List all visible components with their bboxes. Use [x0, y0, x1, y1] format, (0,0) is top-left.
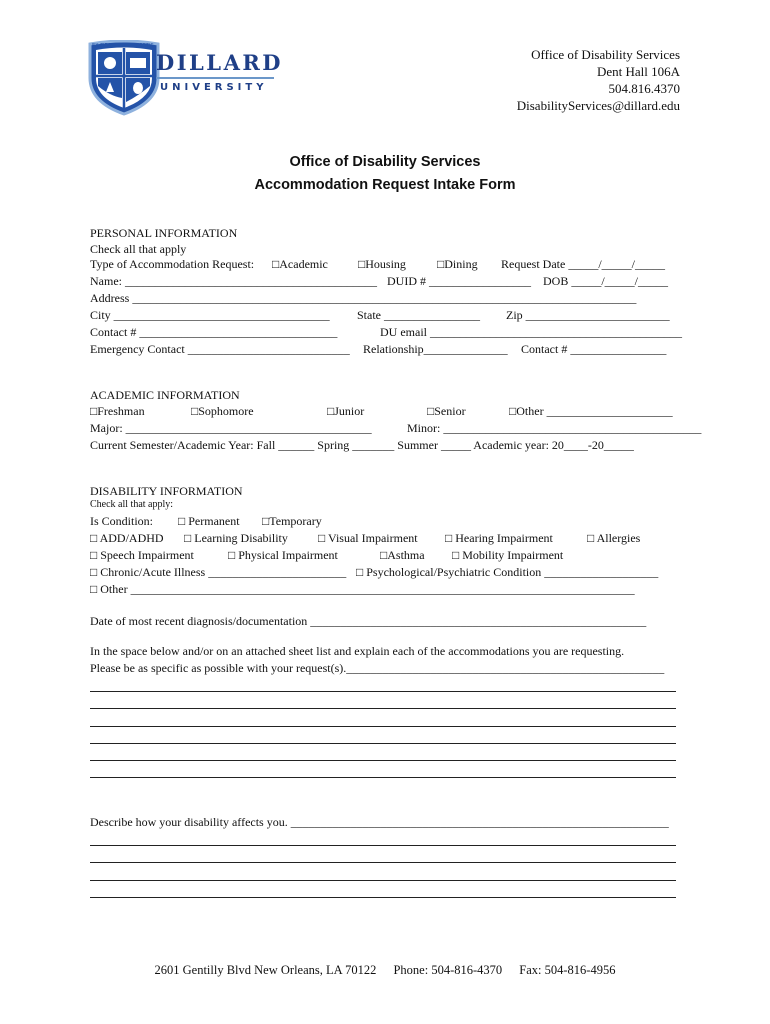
academic-checkbox[interactable]: □Academic: [272, 257, 328, 271]
accommodations-answer-lines[interactable]: [90, 675, 676, 778]
accommodation-type-label: Type of Accommodation Request:: [90, 257, 255, 271]
duid-field[interactable]: DUID # _________________: [387, 274, 531, 288]
temporary-checkbox[interactable]: □Temporary: [262, 514, 322, 528]
sophomore-checkbox[interactable]: □Sophomore: [191, 404, 254, 418]
relationship-field[interactable]: Relationship______________: [363, 342, 508, 356]
hearing-impairment-checkbox[interactable]: □ Hearing Impairment: [445, 531, 553, 545]
freshman-checkbox[interactable]: □Freshman: [90, 404, 145, 418]
psychological-condition-checkbox[interactable]: □ Psychological/Psychiatric Condition ___________________: [356, 565, 659, 579]
emergency-contact-number-field[interactable]: Contact # ________________: [521, 342, 667, 356]
learning-disability-checkbox[interactable]: □ Learning Disability: [184, 531, 288, 545]
zip-field[interactable]: Zip ________________________: [506, 308, 670, 322]
senior-checkbox[interactable]: □Senior: [427, 404, 466, 418]
address-field[interactable]: Address ____________________________________________________________________________________: [90, 291, 637, 305]
name-field[interactable]: Name: __________________________________________: [90, 274, 377, 288]
contact-field[interactable]: Contact # _________________________________: [90, 325, 338, 339]
junior-checkbox[interactable]: □Junior: [327, 404, 365, 418]
other-classification-checkbox[interactable]: □Other _____________________: [509, 404, 673, 418]
logo-divider: [156, 77, 274, 79]
accommodations-instructions: In the space below and/or on an attached sheet list and explain each of the accommodations you are requesting.: [90, 644, 625, 658]
office-location: Dent Hall 106A: [596, 64, 680, 79]
chronic-illness-checkbox[interactable]: □ Chronic/Acute Illness _______________________: [90, 565, 347, 579]
office-phone: 504.816.4370: [608, 81, 680, 96]
other-disability-checkbox[interactable]: □ Other ____________________________________________________________________________________: [90, 582, 635, 596]
logo-wordmark: DILLARD: [156, 50, 284, 75]
housing-checkbox[interactable]: □Housing: [358, 257, 406, 271]
mobility-impairment-checkbox[interactable]: □ Mobility Impairment: [452, 548, 564, 562]
personal-heading: PERSONAL INFORMATION: [90, 226, 238, 240]
allergies-checkbox[interactable]: □ Allergies: [587, 531, 641, 545]
footer-phone: Phone: 504-816-4370: [393, 963, 503, 977]
state-field[interactable]: State ________________: [357, 308, 480, 322]
form-subtitle: Accommodation Request Intake Form: [254, 177, 516, 193]
office-email: DisabilityServices@dillard.edu: [516, 98, 680, 113]
svg-text:EX FIDE: EX FIDE: [92, 43, 112, 49]
disability-heading: DISABILITY INFORMATION: [90, 484, 243, 498]
visual-impairment-checkbox[interactable]: □ Visual Impairment: [318, 531, 418, 545]
office-name: Office of Disability Services: [531, 47, 680, 62]
dining-checkbox[interactable]: □Dining: [437, 257, 478, 271]
describe-disability-prompt[interactable]: Describe how your disability affects you. _______________________________________________________________: [90, 815, 669, 829]
minor-field[interactable]: Minor: ___________________________________________: [407, 421, 702, 435]
footer-address: 2601 Gentilly Blvd New Orleans, LA 70122: [154, 963, 377, 977]
is-condition-label: Is Condition:: [90, 514, 154, 528]
logo-subtitle: UNIVERSITY: [160, 82, 268, 93]
footer-fax: Fax: 504-816-4956: [519, 963, 616, 977]
personal-check-all: Check all that apply: [90, 242, 187, 256]
semester-field[interactable]: Current Semester/Academic Year: Fall ______ Spring _______ Summer _____ Academic year: 20____-20_____: [90, 438, 634, 452]
academic-heading: ACADEMIC INFORMATION: [90, 388, 240, 402]
diagnosis-date-field[interactable]: Date of most recent diagnosis/documentation ________________________________________________________: [90, 614, 647, 628]
city-field[interactable]: City ____________________________________: [90, 308, 330, 322]
page-footer: [0, 963, 770, 978]
major-field[interactable]: Major: _________________________________________: [90, 421, 372, 435]
describe-answer-lines[interactable]: [90, 829, 676, 898]
office-contact-block: [517, 46, 680, 114]
permanent-checkbox[interactable]: □ Permanent: [178, 514, 240, 528]
svg-text:FORTIS: FORTIS: [136, 43, 154, 49]
speech-impairment-checkbox[interactable]: □ Speech Impairment: [90, 548, 194, 562]
accommodations-prompt[interactable]: Please be as specific as possible with your request(s)._____________________________________________________: [90, 661, 665, 675]
du-email-field[interactable]: DU email __________________________________________: [380, 325, 682, 339]
dob-field[interactable]: DOB _____/_____/_____: [543, 274, 669, 288]
request-date-field[interactable]: Request Date _____/_____/_____: [501, 257, 665, 271]
add-adhd-checkbox[interactable]: □ ADD/ADHD: [90, 531, 164, 545]
form-title: Office of Disability Services: [289, 154, 481, 170]
physical-impairment-checkbox[interactable]: □ Physical Impairment: [228, 548, 338, 562]
emergency-contact-field[interactable]: Emergency Contact ___________________________: [90, 342, 350, 356]
disability-check-all: Check all that apply:: [90, 499, 174, 510]
crest-icon: [84, 40, 164, 116]
asthma-checkbox[interactable]: □Asthma: [380, 548, 425, 562]
